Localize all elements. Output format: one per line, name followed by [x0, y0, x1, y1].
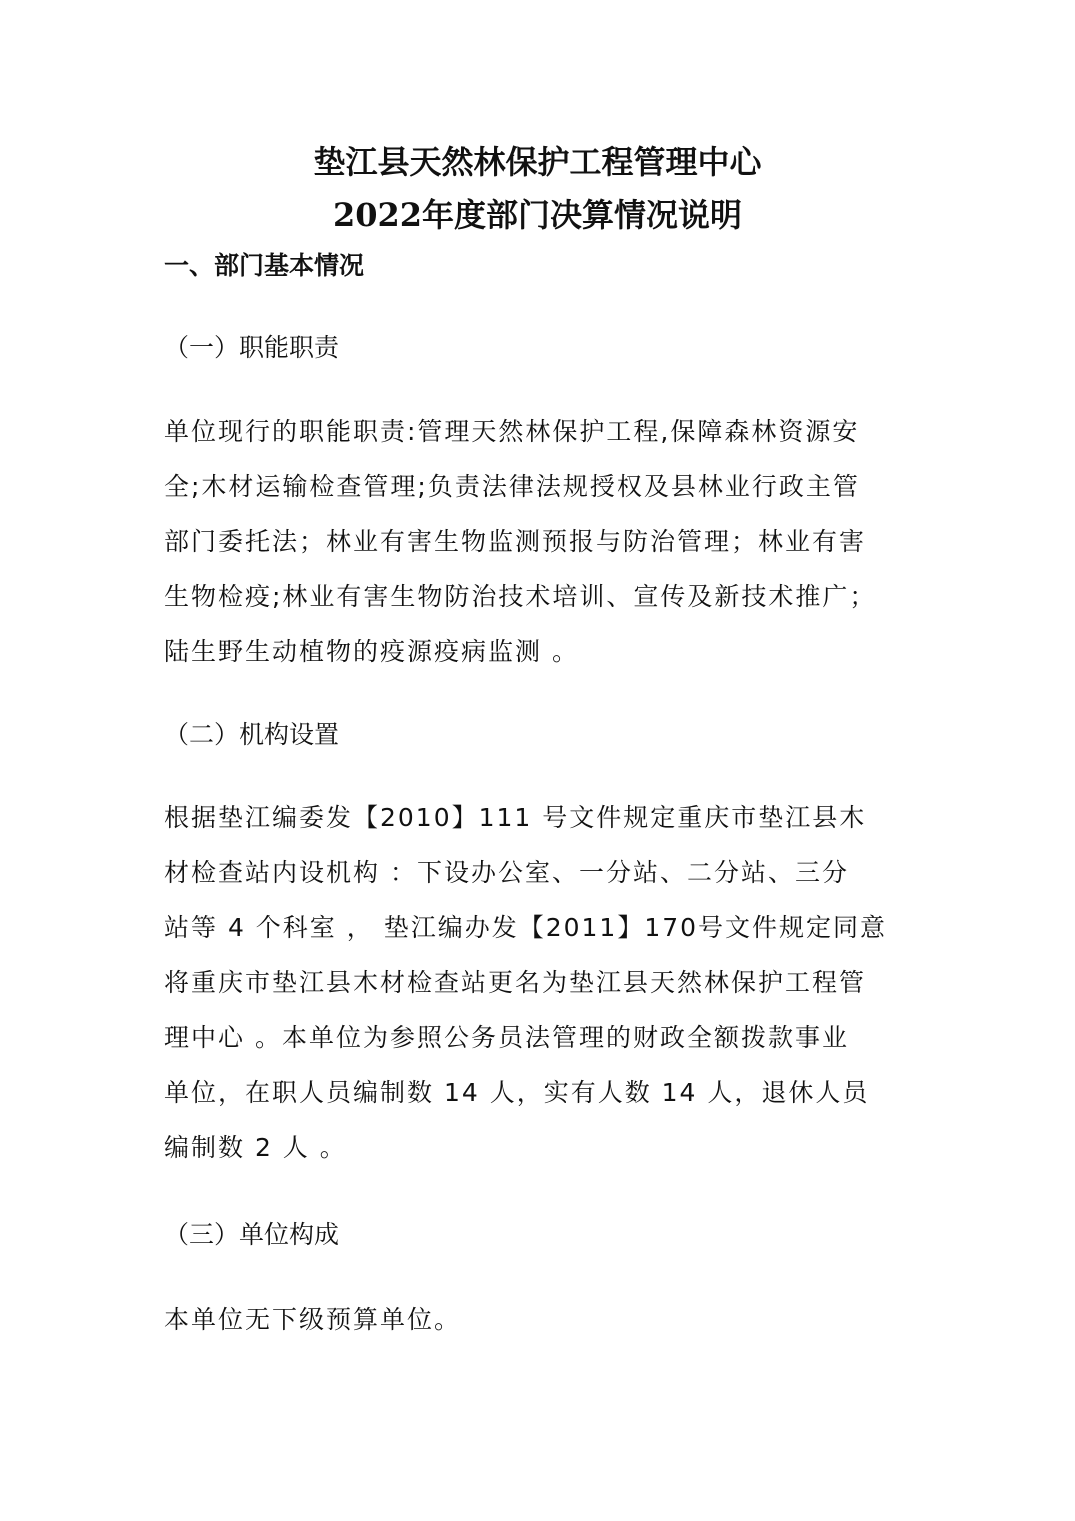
paragraph-line: 部门委托法；林业有害生物监测预报与防治管理；林业有害 — [164, 527, 867, 556]
paragraph-line: 单位现行的职能职责:管理天然林保护工程,保障森林资源安 — [164, 417, 860, 446]
paragraph-line: 将重庆市垫江县木材检查站更名为垫江县天然林保护工程管 — [164, 968, 867, 997]
document-title-line-2: 2022年度部门决算情况说明 — [332, 196, 743, 234]
paragraph-line: 单位，在职人员编制数 14 人，实有人数 14 人，退休人员 — [164, 1078, 870, 1107]
subheading-organization: （二）机构设置 — [164, 720, 340, 749]
paragraph-line: 全;木材运输检查管理;负责法律法规授权及县林业行政主管 — [164, 472, 860, 501]
paragraph-functions — [164, 404, 914, 679]
subheading-unit-composition: （三）单位构成 — [164, 1220, 340, 1249]
paragraph-line: 编制数 2 人 。 — [164, 1133, 347, 1162]
paragraph-line: 生物检疫;林业有害生物防治技术培训、宣传及新技术推广； — [164, 582, 877, 611]
section-heading-basic-info: 一、部门基本情况 — [164, 251, 365, 280]
paragraph-organization — [164, 790, 914, 1175]
paragraph-line: 站等 4 个科室 ， 垫江编办发【2011】170号文件规定同意 — [164, 913, 888, 942]
paragraph-line: 本单位无下级预算单位。 — [164, 1305, 462, 1334]
paragraph-line: 根据垫江编委发【2010】111 号文件规定重庆市垫江县木 — [164, 803, 867, 832]
document-title-line-1: 垫江县天然林保护工程管理中心 — [313, 143, 762, 181]
paragraph-line: 理中心 。本单位为参照公务员法管理的财政全额拨款事业 — [164, 1023, 849, 1052]
paragraph-line: 材检查站内设机构 ：下设办公室、一分站、二分站、三分 — [164, 858, 849, 887]
subheading-functions: （一）职能职责 — [164, 333, 340, 362]
paragraph-unit-composition — [164, 1292, 914, 1347]
paragraph-line: 陆生野生动植物的疫源疫病监测 。 — [164, 637, 579, 666]
